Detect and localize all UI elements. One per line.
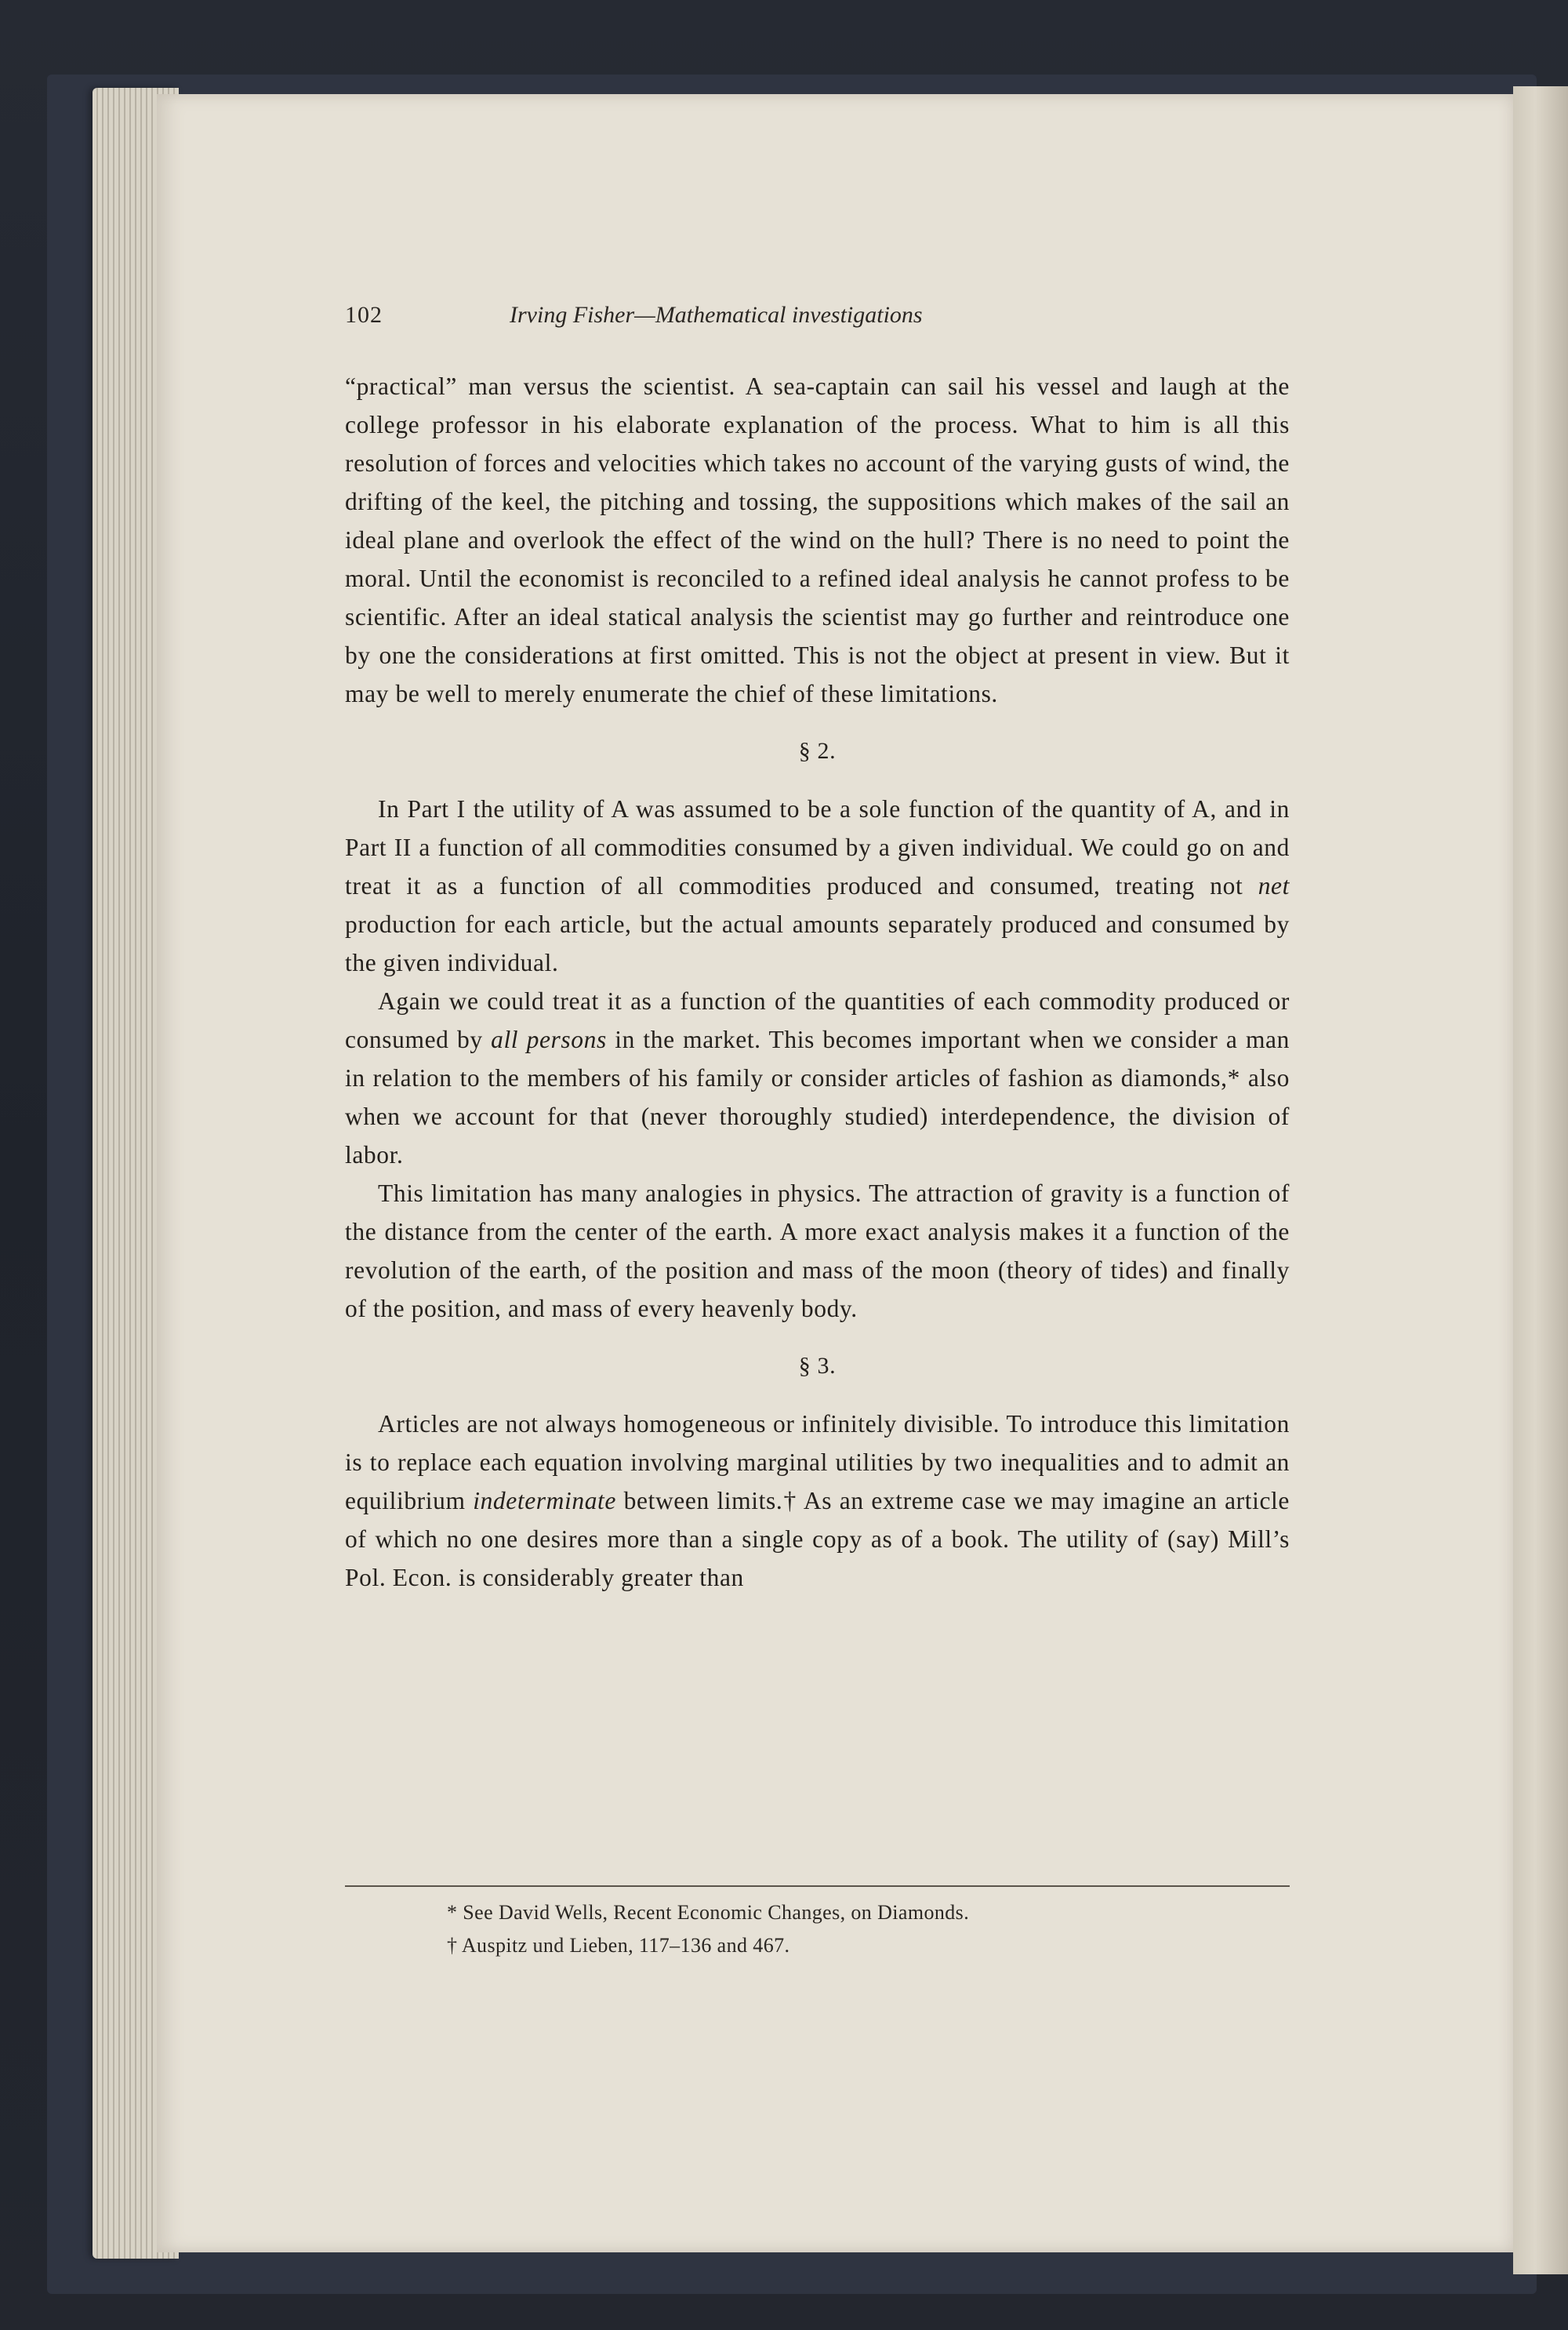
text-run: production for each article, but the actual amounts separately produced and consumed by the given individual. [345,911,1290,976]
paragraph: This limitation has many analogies in physics. The attraction of gravity is a function of the distance from the center of the earth. A more exact analysis makes it a function of the revolution of the earth, of the position and mass of the moon (theory of tides) and finally of the position, and mass of every heavenly body. [345,1180,1290,1322]
running-head [345,302,1290,333]
paragraph [345,790,1290,982]
footnote: * See David Wells, Recent Economic Changes, on Diamonds. [447,1901,970,1924]
footnotes [345,1896,1290,1962]
page-number: 102 [345,302,383,328]
binding-fold [1513,86,1568,2274]
text-run: in the market. This becomes important when we consider a man in relation to the members of his family or consider articles of fashion as diamonds,* also when we account for that (never thoroughly studied) interdependence, the division of labor. [345,1026,1290,1169]
italic-text: all persons [491,1026,607,1053]
body-text [345,367,1290,1597]
paragraph: “practical” man versus the scientist. A sea-captain can sail his vessel and laugh at the college professor in his elaborate explanation of the process. What to him is all this resolution of forces and velocities which takes no account of the varying gusts of wind, the drifting of the keel, the pitching and tossing, the suppositions which makes of the sail an ideal plane and overlook the effect of the wind on the hull? There is no need to point the moral. Until the economist is reconciled to a refined ideal analysis he cannot profess to be scientific. After an ideal statical analysis the scientist may go further and reintroduce one by one the considerations at first omitted. This is not the object at present in view. But it may be well to merely enumerate the chief of these limitations. [345,373,1290,707]
text-run: In Part I the utility of A was assumed to be a sole function of the quantity of A, and in Part II a function of all commodities consumed by a given individual. We could go on and treat it as a function of all commodities produced and consumed, treating not [345,795,1290,900]
italic-text: indeterminate [473,1487,616,1514]
text-run: Articles are not always homogeneous or infinitely divisible. To introduce this limitation is to replace each equation involving marginal utilities by two inequalities and to admit an equilibrium [345,1410,1290,1514]
paragraph [345,982,1290,1174]
section-heading: § 3. [798,1353,837,1379]
text-run: Again we could treat it as a function of the quantities of each commodity produced or consumed by [345,987,1290,1053]
footnote-rule [345,1885,1290,1887]
section-heading: § 2. [798,738,837,764]
footnote: † Auspitz und Lieben, 117–136 and 467. [447,1934,790,1957]
italic-text: net [1258,872,1290,900]
running-title: Irving Fisher—Mathematical investigations [510,302,923,328]
paragraph [345,1405,1290,1597]
text-run: between limits.† As an extreme case we may imagine an article of which no one desires more than a single copy as of a book. The utility of (say) Mill’s Pol. Econ. is considerably greater than [345,1487,1290,1591]
